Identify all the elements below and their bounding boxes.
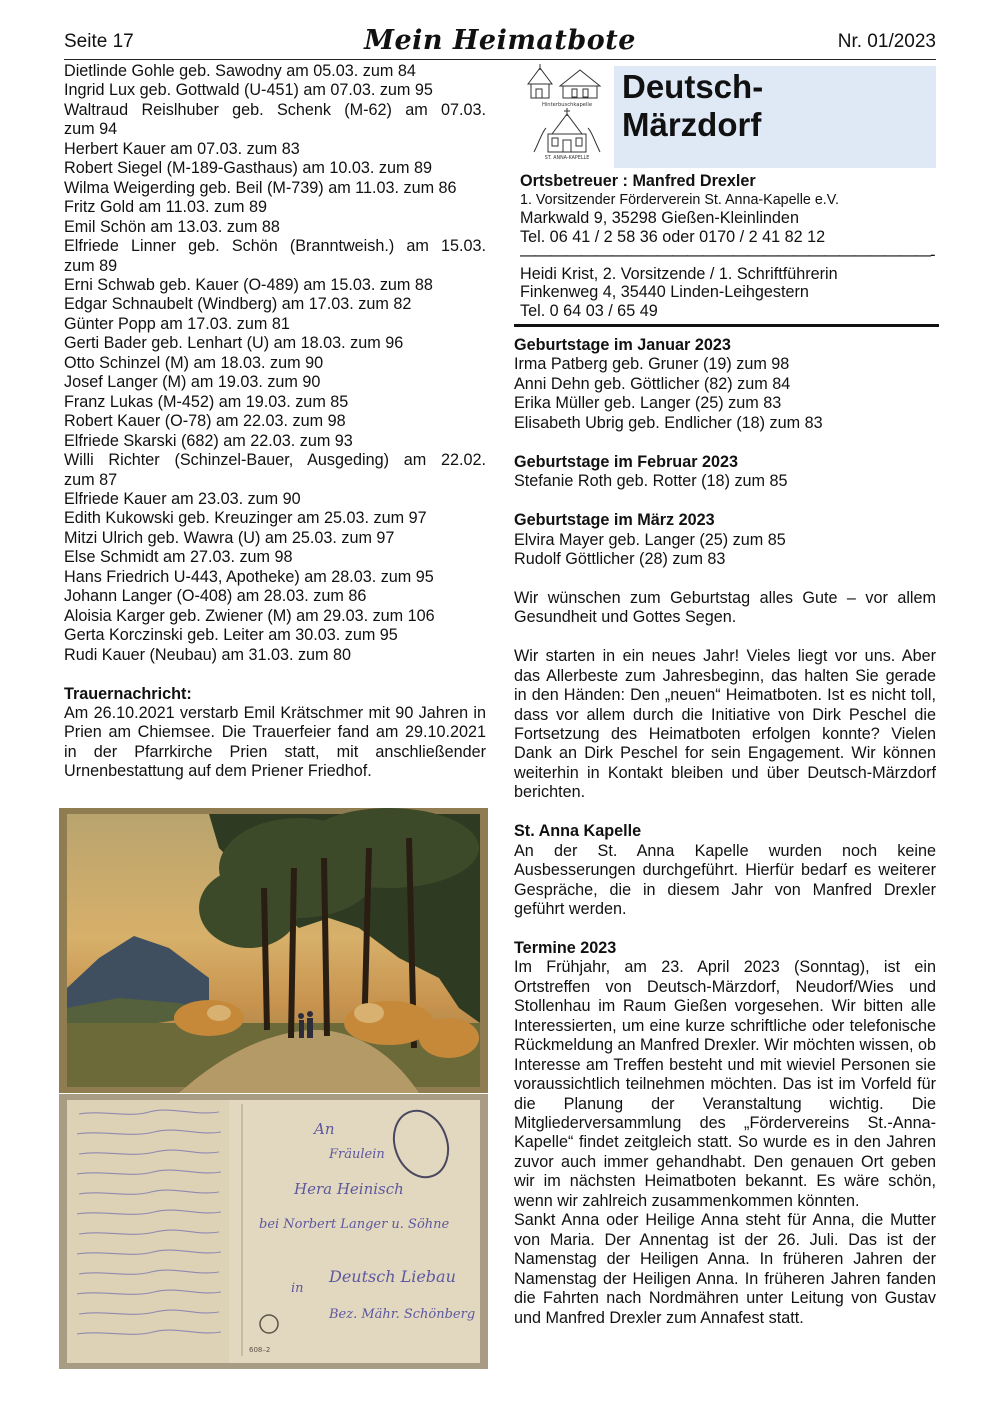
januar-line: Erika Müller geb. Langer (25) zum 83 — [514, 394, 782, 413]
birthday-line: Ingrid Lux geb. Gottwald (U-451) am 07.03. zum 95 — [64, 81, 433, 100]
page-header — [64, 27, 936, 60]
birthday-line: Willi Richter (Schinzel-Bauer, Ausgeding) am 22.02. — [64, 451, 486, 470]
contact-second-person: Heidi Krist, 2. Vorsitzende / 1. Schriftführerin — [520, 264, 838, 283]
logo-caption-bottom: ST. ANNA-KAPELLE — [544, 156, 590, 161]
birthday-line: Franz Lukas (M-452) am 19.03. zum 85 — [64, 392, 349, 411]
birthday-line: Dietlinde Gohle geb. Sawodny am 05.03. zum 84 — [64, 62, 416, 80]
termine-text: Im Frühjahr, am 23. April 2023 (Sonntag), ist ein Ortstreffen von Deutsch-Märzdorf, Neudorf/Wies und Stollenhau im Raum Gießen vorgesehen. Wir bitten alle Interessierten, um eine kurze schriftliche oder telefonische Rückmeldung an Manfred Drexler. Wir möchten wissen, ob Interesse am Treffen besteht und mit wieviel Personen sie voraussichtlich teilnehmen möchten. Das ist im Vorfeld für die Planung der Veranstaltung wichtig. Die Mitgliederversammlung des „Fördervereins St.-Anna-Kapelle“ findet zeitgleich statt. So wurde es in den Jahren zuvor auch immer gehandhabt. Den genauen Ort geben wir im nächsten Heimatboten bekannt. Es wäre schön, wenn wir zahlreich zusammenkommen könnten. — [514, 958, 936, 1210]
birthday-line: Hans Friedrich U-443, Apotheke) am 28.03. zum 95 — [64, 567, 434, 586]
section-divider — [514, 324, 939, 327]
birthday-line: Mitzi Ulrich geb. Wawra (U) am 25.03. zum 97 — [64, 528, 395, 547]
birthday-line: Elfriede Skarski (682) am 22.03. zum 93 — [64, 431, 353, 450]
postcard-addr-fraeulein: Fräulein — [329, 1147, 385, 1162]
birthday-line: Elfriede Linner geb. Schön (Branntweish.) am 15.03. — [64, 237, 486, 256]
birthday-line: Otto Schinzel (M) am 18.03. zum 90 — [64, 353, 324, 372]
birthday-line: Else Schmidt am 27.03. zum 98 — [64, 548, 293, 567]
trauer-heading: Trauernachricht: — [64, 684, 192, 703]
birthday-line: Robert Kauer (O-78) am 22.03. zum 98 — [64, 412, 346, 431]
place-title-box — [614, 66, 936, 168]
trauer-text: Am 26.10.2021 verstarb Emil Krätschmer mit 90 Jahren in Prien am Chiemsee. Die Trauerfeier fand am 29.10.2021 in der Pfarrkirche Prien statt, mit anschließender Urnenbestattung auf dem Priener Friedhof. — [64, 704, 486, 781]
newspaper-title: Mein Heimatbote — [364, 25, 636, 56]
birthday-line: Robert Siegel (M-189-Gasthaus) am 10.03. zum 89 — [64, 159, 432, 178]
januar-line: Elisabeth Ubrig geb. Endlicher (18) zum 83 — [514, 413, 823, 432]
contact-second-address: Finkenweg 4, 35440 Linden-Leihgestern — [520, 283, 809, 301]
neues-jahr-text: Wir starten in ein neues Jahr! Vieles liegt vor uns. Aber das Allerbeste zum Jahresbeginn, das halten Sie gerade in den Händen: Den „neuen“ Heimatboten. Ist es nicht toll, dass vor allem durch die Initiative von Dirk Peschel die Fortsetzung des Heimatboten erfolgen konnte? Vielen Dank an Dirk Peschel for sein Engagement. Wir können weiterhin in Kontakt bleiben und über Deutsch-Märzdorf berichten. — [514, 647, 936, 802]
place-title-line2: Märzdorf — [622, 106, 762, 143]
left-column — [64, 62, 486, 782]
contact-second-phone: Tel. 0 64 03 / 65 49 — [520, 301, 658, 320]
birthday-line: Johann Langer (O-408) am 28.03. zum 86 — [64, 587, 367, 606]
contact-divider: ———————————————————————————- — [520, 246, 935, 264]
wunsch-text: Wir wünschen zum Geburtstag alles Gute – vor allem Gesundheit und Gottes Segen. — [514, 588, 936, 627]
termine-heading: Termine 2023 — [514, 938, 617, 957]
maerz-line: Rudolf Göttlicher (28) zum 83 — [514, 549, 726, 568]
birthday-line: Waltraud Reislhuber geb. Schenk (M-62) am 07.03. — [64, 100, 486, 119]
contact-phone: Tel. 06 41 / 2 58 36 oder 0170 / 2 41 82 12 — [520, 227, 826, 246]
birthday-line: zum 89 — [64, 256, 118, 275]
januar-line: Irma Patberg geb. Gruner (19) zum 98 — [514, 355, 790, 374]
birthday-line: Gerta Korczinski geb. Leiter am 30.03. zum 95 — [64, 626, 398, 645]
birthday-line: Gerti Bader geb. Lenhart (U) am 18.03. zum 96 — [64, 334, 404, 353]
logo-caption-top: Hinterbuschkapelle — [541, 102, 593, 108]
postcard-addr-town: Deutsch Liebau — [329, 1267, 456, 1286]
birthday-line: Aloisia Karger geb. Zwiener (M) am 29.03. zum 106 — [64, 606, 435, 625]
birthday-line: Wilma Weigerding geb. Beil (M-739) am 11.03. zum 86 — [64, 178, 457, 197]
contact-ortsbetreuer: Ortsbetreuer : Manfred Drexler — [520, 172, 756, 190]
sankt-anna-text: Sankt Anna oder Heilige Anna steht für Anna, die Mutter von Maria. Der Annentag ist der 26. Juli. Das ist der Namenstag der Heiligen Anna. In früheren Jahren der Namenstag der Heiligen Anna. In früheren Jahren fanden die Fahrten nach Nordmähren unter Leitung von Gustav und Manfred Drexler zum Annafest statt. — [514, 1211, 936, 1327]
birthday-line: Herbert Kauer am 07.03. zum 83 — [64, 139, 300, 158]
kapelle-text: An der St. Anna Kapelle wurden noch keine Ausbesserungen durchgeführt. Hierfür bedarf es weiterer Gespräche, die in diesem Jahr von Manfred Drexler geführt werden. — [514, 841, 936, 919]
januar-line: Anni Dehn geb. Göttlicher (82) zum 84 — [514, 374, 791, 393]
januar-heading: Geburtstage im Januar 2023 — [514, 336, 731, 354]
februar-heading: Geburtstage im Februar 2023 — [514, 452, 739, 471]
page-number: Seite 17 — [64, 31, 134, 52]
postcard-back-image — [59, 1094, 488, 1369]
contact-block — [520, 172, 936, 320]
maerz-line: Elvira Mayer geb. Langer (25) zum 85 — [514, 530, 786, 549]
contact-address: Markwald 9, 35298 Gießen-Kleinlinden — [520, 209, 799, 227]
right-column — [514, 336, 936, 1328]
birthday-line: Edith Kukowski geb. Kreuzinger am 25.03. zum 97 — [64, 509, 427, 528]
birthday-line: Günter Popp am 17.03. zum 81 — [64, 314, 290, 333]
postcard-addr-name: Hera Heinisch — [294, 1180, 404, 1198]
birthday-line: Rudi Kauer (Neubau) am 31.03. zum 80 — [64, 645, 352, 664]
chapel-logo — [522, 62, 612, 164]
februar-line: Stefanie Roth geb. Rotter (18) zum 85 — [514, 472, 788, 491]
birthday-line: Edgar Schnaubelt (Windberg) am 17.03. zum 82 — [64, 295, 412, 314]
contact-role: 1. Vorsitzender Förderverein St. Anna-Kapelle e.V. — [520, 191, 839, 208]
maerz-heading: Geburtstage im März 2023 — [514, 511, 715, 530]
birthday-line: zum 94 — [64, 120, 118, 139]
birthday-line: zum 87 — [64, 470, 118, 489]
birthday-line: Fritz Gold am 11.03. zum 89 — [64, 198, 268, 217]
birthday-line: Emil Schön am 13.03. zum 88 — [64, 217, 280, 236]
issue-number: Nr. 01/2023 — [837, 31, 936, 52]
birthday-line: Josef Langer (M) am 19.03. zum 90 — [64, 373, 321, 392]
postcard-addr-bei: bei Norbert Langer u. Söhne — [259, 1217, 450, 1232]
birthday-line: Elfriede Kauer am 23.03. zum 90 — [64, 489, 301, 508]
place-title-line1: Deutsch- — [622, 68, 764, 105]
postcard-addr-bezirk: Bez. Mähr. Schönberg — [329, 1307, 476, 1322]
kapelle-heading: St. Anna Kapelle — [514, 822, 642, 841]
postcard-number: 608–2 — [249, 1346, 271, 1354]
postcard-addr-in: in — [291, 1281, 304, 1296]
postcard-front-image — [59, 808, 488, 1093]
postcard-addr-an: An — [314, 1120, 335, 1138]
birthday-line: Erni Schwab geb. Kauer (O-489) am 15.03. zum 88 — [64, 275, 433, 294]
